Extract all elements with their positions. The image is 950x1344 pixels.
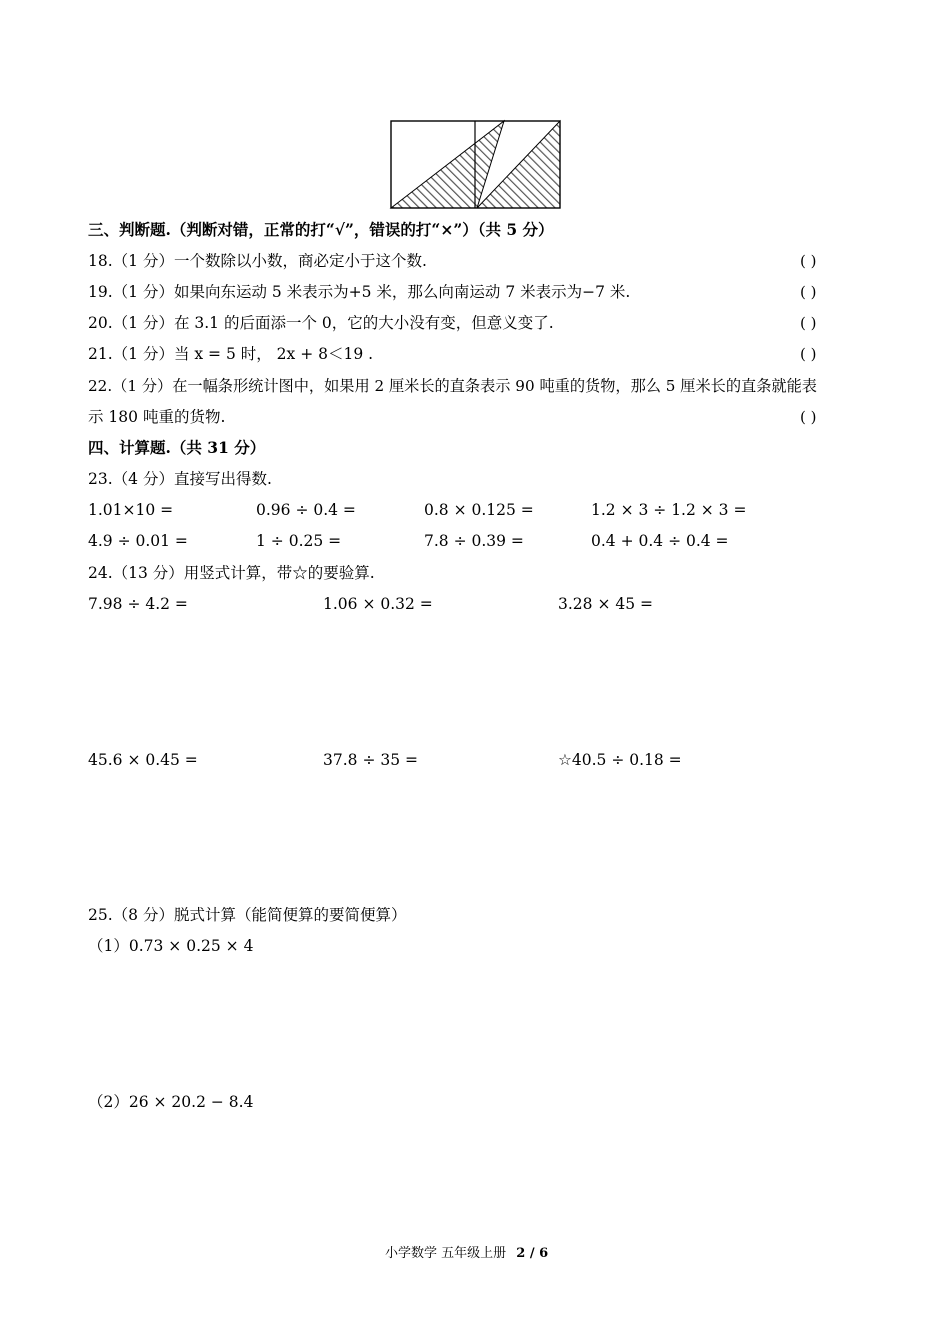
q23-expr-7: 7.8 ÷ 0.39 = [424, 532, 524, 550]
answer-paren-21[interactable]: ( ) [800, 345, 817, 363]
q24-expr-4: 45.6 × 0.45 = [88, 751, 198, 769]
section4-heading: 四、计算题.（共 31 分） [88, 438, 266, 457]
hatched-triangle-left [391, 121, 504, 208]
answer-paren-22[interactable]: ( ) [800, 408, 817, 426]
q23-expr-2: 0.96 ÷ 0.4 = [256, 501, 356, 519]
question-18: 18.（1 分）一个数除以小数，商必定小于这个数. [88, 252, 427, 270]
question-19: 19.（1 分）如果向东运动 5 米表示为+5 米，那么向南运动 7 米表示为−7 米. [88, 283, 631, 301]
geometry-figure [388, 118, 566, 212]
question-21: 21.（1 分）当 x = 5 时， 2x + 8＜19 . [88, 345, 374, 363]
page-footer [385, 1245, 548, 1263]
question-22-line2: 示 180 吨重的货物. [88, 408, 226, 426]
q23-expr-8: 0.4 + 0.4 ÷ 0.4 = [591, 532, 729, 550]
q24-expr-3: 3.28 × 45 = [558, 595, 653, 613]
q24-expr-5: 37.8 ÷ 35 = [323, 751, 418, 769]
q23-expr-6: 1 ÷ 0.25 = [256, 532, 342, 550]
footer-label: 小学数学 五年级上册 [385, 1246, 507, 1261]
q23-expr-5: 4.9 ÷ 0.01 = [88, 532, 188, 550]
question-20: 20.（1 分）在 3.1 的后面添一个 0，它的大小没有变，但意义变了. [88, 314, 554, 332]
q23-expr-3: 0.8 × 0.125 = [424, 501, 534, 519]
question-25-title: 25.（8 分）脱式计算（能简便算的要简便算） [88, 906, 407, 924]
q25-part-1: （1）0.73 × 0.25 × 4 [88, 937, 254, 955]
question-23-title: 23.（4 分）直接写出得数. [88, 470, 272, 488]
answer-paren-19[interactable]: ( ) [800, 283, 817, 301]
answer-paren-20[interactable]: ( ) [800, 314, 817, 332]
q24-expr-1: 7.98 ÷ 4.2 = [88, 595, 188, 613]
question-22-line1: 22.（1 分）在一幅条形统计图中，如果用 2 厘米长的直条表示 90 吨重的货物，那么 5 厘米长的直条就能表 [88, 377, 817, 395]
question-24-title: 24.（13 分）用竖式计算，带☆的要验算. [88, 564, 375, 582]
section3-heading: 三、判断题.（判断对错，正常的打“√”，错误的打“×”）（共 5 分） [88, 220, 554, 239]
q24-expr-6: ☆40.5 ÷ 0.18 = [558, 751, 682, 769]
q23-expr-4: 1.2 × 3 ÷ 1.2 × 3 = [591, 501, 747, 519]
answer-paren-18[interactable]: ( ) [800, 252, 817, 270]
q24-expr-2: 1.06 × 0.32 = [323, 595, 433, 613]
q25-part-2: （2）26 × 20.2 − 8.4 [88, 1093, 254, 1111]
q23-expr-1: 1.01×10 = [88, 501, 174, 519]
page-number: 2 / 6 [516, 1246, 549, 1261]
